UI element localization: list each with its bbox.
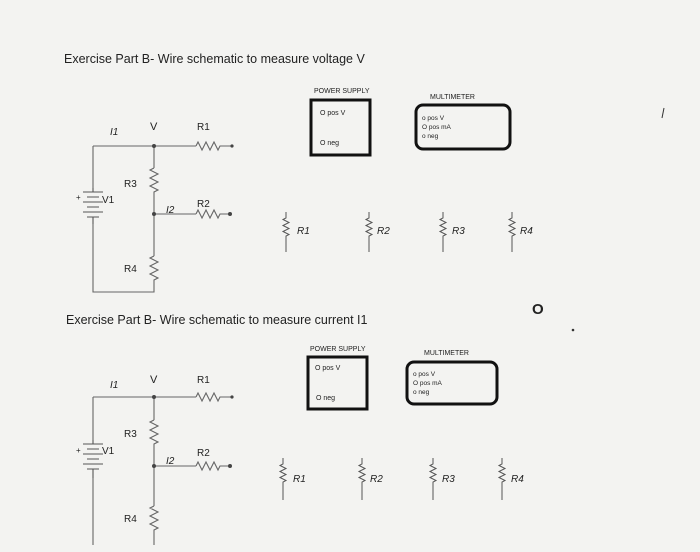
part-b-loose-r1-label: R1 [293, 474, 306, 485]
part-a-loose-r2-label: R2 [377, 226, 390, 237]
part-b-loose-r3-label: R3 [442, 474, 455, 485]
part-b-multimeter-title: MULTIMETER [424, 350, 469, 357]
part-a-node-top [152, 144, 156, 148]
part-a-power-supply-neg[interactable]: O neg [320, 140, 340, 147]
part-b-power-supply-title: POWER SUPPLY [310, 346, 366, 353]
part-a-multimeter-pos-v[interactable]: o pos V [422, 115, 445, 122]
part-b-multimeter-pos-ma[interactable]: O pos mA [413, 380, 442, 387]
part-a-figure [76, 88, 533, 292]
part-b-power-supply-pos[interactable]: O pos V [315, 365, 341, 372]
part-b-loose-r2-label: R2 [370, 474, 383, 485]
stray-o-mark: O [532, 301, 544, 318]
part-a-battery-plus: + [76, 193, 81, 202]
part-b-loose-r4-label: R4 [511, 474, 524, 485]
part-b-power-supply-neg[interactable]: O neg [316, 395, 336, 402]
part-b-node-mid [152, 464, 156, 468]
part-b-title: Exercise Part B- Wire schematic to measure current I1 [66, 313, 368, 327]
part-b-r2-symbol [196, 462, 230, 470]
part-a-loose-r1-label: R1 [297, 226, 310, 237]
part-b-node-r1 [230, 395, 233, 398]
part-a-i2-label: I2 [166, 205, 175, 216]
part-b-loose-r1[interactable] [280, 458, 286, 500]
stray-dot-mark [572, 329, 575, 332]
part-b-multimeter-neg[interactable]: o neg [413, 389, 430, 396]
part-a-battery-symbol [83, 188, 103, 224]
part-b-loose-r4[interactable] [499, 458, 505, 500]
part-b-node-r2 [228, 464, 232, 468]
part-a-v-label: V [150, 121, 158, 133]
part-b-r4-symbol [150, 506, 158, 545]
part-b-schematic [83, 393, 232, 545]
part-b-battery-plus: + [76, 446, 81, 455]
part-b-multimeter-pos-v[interactable]: o pos V [413, 371, 436, 378]
part-b-r1-label: R1 [197, 375, 210, 386]
pen-stroke-mark [662, 108, 664, 118]
part-a-i1-label: I1 [110, 127, 119, 138]
part-b-loose-r3[interactable] [430, 458, 436, 500]
part-a-v1-label: V1 [102, 195, 115, 206]
part-a-r1-label: R1 [197, 122, 210, 133]
part-b-i2-label: I2 [166, 456, 175, 467]
part-a-loose-r1[interactable] [283, 212, 289, 252]
part-b-v1-label: V1 [102, 446, 115, 457]
part-b-i1-label: I1 [110, 380, 119, 391]
part-a-r3-label: R3 [124, 179, 137, 190]
part-a-node-mid [152, 212, 156, 216]
part-b-battery-symbol [83, 440, 103, 478]
part-b-r4-label: R4 [124, 514, 137, 525]
part-a-loose-r4-label: R4 [520, 226, 533, 237]
part-a-node-r2 [228, 212, 232, 216]
part-b-node-top [152, 395, 156, 399]
part-a-r2-symbol [196, 210, 230, 218]
part-a-node-r1 [230, 144, 233, 147]
part-a-r2-label: R2 [197, 199, 210, 210]
part-b-r2-label: R2 [197, 448, 210, 459]
part-a-loose-r4[interactable] [509, 212, 515, 252]
part-a-r4-label: R4 [124, 264, 137, 275]
part-b-loose-r2[interactable] [359, 458, 365, 500]
part-a-title: Exercise Part B- Wire schematic to measure voltage V [64, 52, 365, 66]
part-a-power-supply-title: POWER SUPPLY [314, 88, 370, 95]
part-b-r1-symbol [196, 393, 232, 401]
part-a-multimeter-pos-ma[interactable]: O pos mA [422, 124, 451, 131]
part-a-loose-r3-label: R3 [452, 226, 465, 237]
part-a-power-supply-pos[interactable]: O pos V [320, 110, 346, 117]
part-b-figure [76, 346, 524, 545]
part-a-loose-r3[interactable] [440, 212, 446, 252]
part-b-v-label: V [150, 374, 158, 386]
part-a-schematic [83, 142, 232, 292]
part-a-r1-symbol [196, 142, 232, 150]
part-b-r3-label: R3 [124, 429, 137, 440]
part-a-loose-r2[interactable] [366, 212, 372, 252]
part-a-multimeter-title: MULTIMETER [430, 94, 475, 101]
part-a-multimeter-neg[interactable]: o neg [422, 133, 439, 140]
